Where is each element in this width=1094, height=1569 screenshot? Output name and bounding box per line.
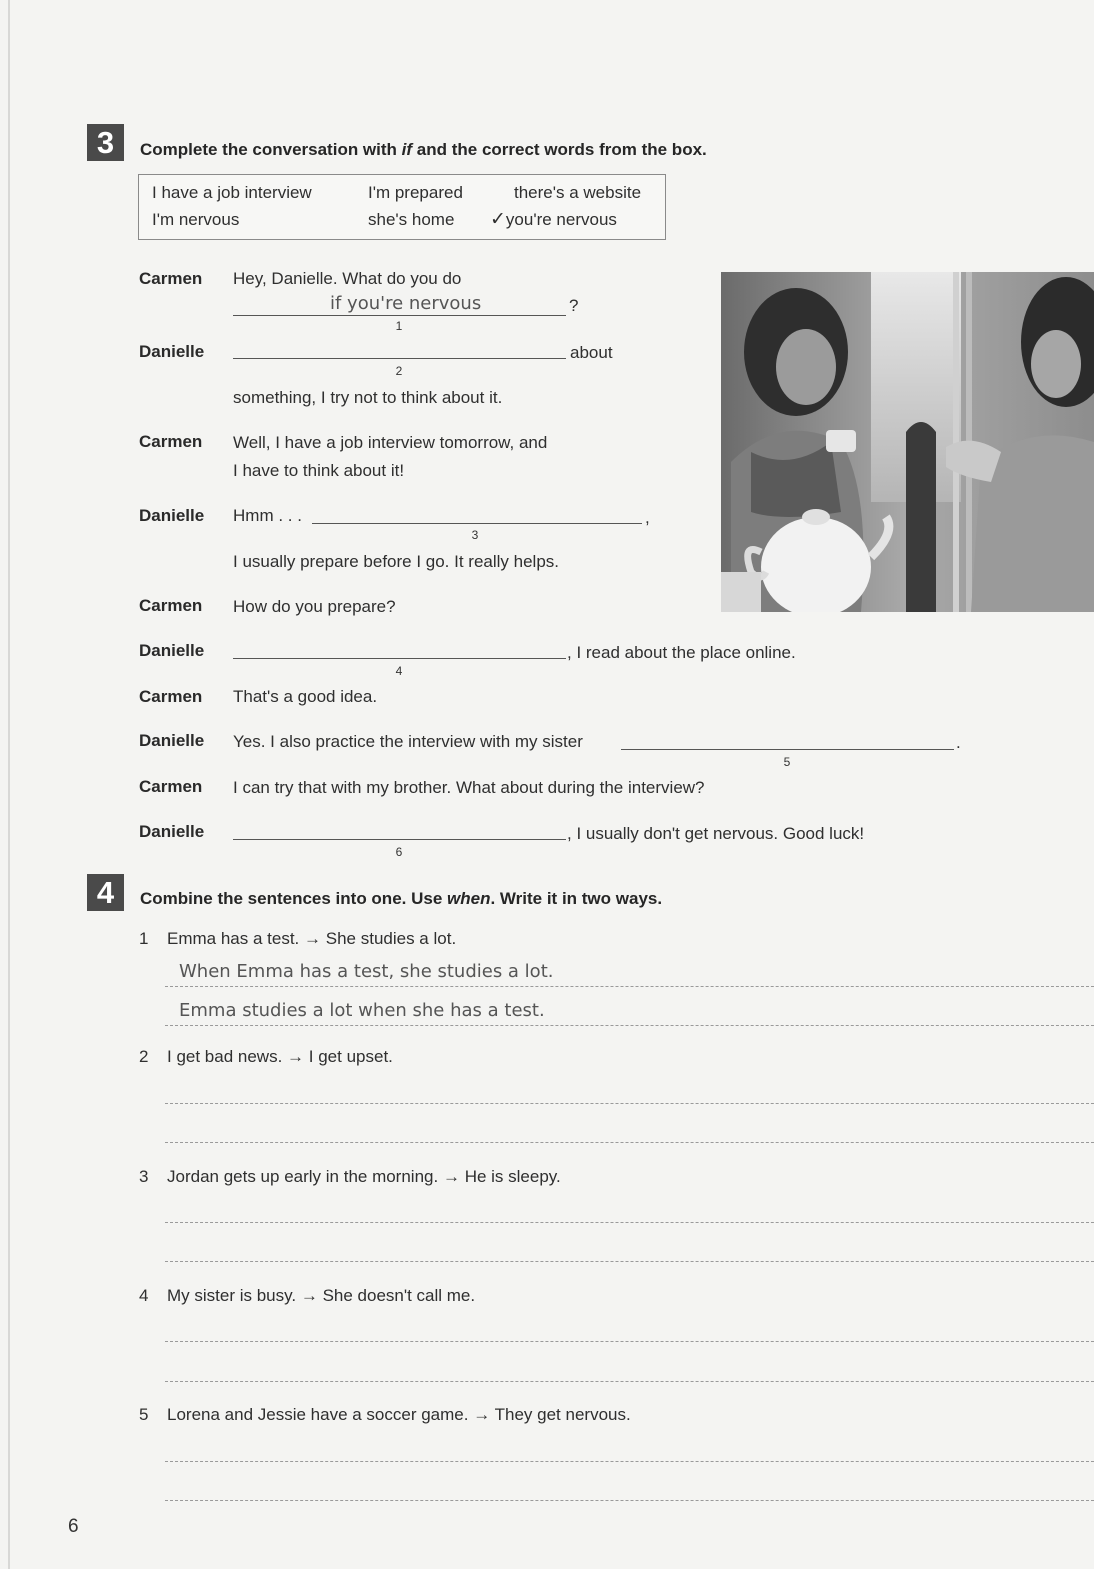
answer-blank-1[interactable] [233, 315, 566, 316]
page-edge [8, 0, 10, 1569]
speaker-name: Danielle [139, 731, 205, 750]
answer-line[interactable] [165, 1261, 1094, 1262]
exercise-item: 2 I get bad news. → I get upset. [139, 1047, 393, 1066]
speaker-name: Carmen [139, 269, 203, 288]
arrow-right-icon: → [304, 929, 322, 948]
answer-line[interactable] [165, 1500, 1094, 1501]
answer-line[interactable] [165, 986, 1094, 987]
dialogue-text: How do you prepare? [233, 597, 396, 616]
answer-line[interactable] [165, 1025, 1094, 1026]
exercise-3-instruction: Complete the conversation with if and the correct words from the box. [140, 140, 707, 159]
photo-two-women-tea [721, 272, 1094, 612]
answer-line[interactable] [165, 1222, 1094, 1223]
speaker-name: Carmen [139, 687, 203, 706]
page-number: 6 [68, 1516, 79, 1537]
arrow-right-icon: → [300, 1286, 318, 1305]
dialogue-text: , I usually don't get nervous. Good luck! [567, 824, 865, 843]
dialogue-text: Well, I have a job interview tomorrow, and [233, 433, 548, 452]
speaker-name: Danielle [139, 641, 205, 660]
arrow-right-icon: → [442, 1167, 460, 1186]
exercise-item: 1 Emma has a test. → She studies a lot. [139, 929, 457, 948]
exercise-3-number: 3 [87, 124, 124, 161]
blank-number: 5 [783, 755, 791, 769]
arrow-right-icon: → [287, 1047, 305, 1066]
blank-number: 4 [395, 664, 403, 678]
dialogue-punctuation: , [645, 508, 650, 527]
answer-blank-6[interactable] [233, 839, 566, 840]
answer-blank-4[interactable] [233, 658, 566, 659]
dialogue-text: something, I try not to think about it. [233, 388, 503, 407]
answer-blank-2[interactable] [233, 358, 566, 359]
word-box-item: I have a job interview [152, 183, 312, 202]
word-box [138, 174, 666, 240]
speaker-name: Danielle [139, 342, 205, 361]
word-box-item: I'm nervous [152, 210, 240, 229]
word-box-item: I'm prepared [368, 183, 463, 202]
blank-number: 1 [395, 319, 403, 333]
photo-illustration [721, 272, 1094, 612]
dialogue-text: I usually prepare before I go. It really helps. [233, 552, 560, 571]
answer-blank-5[interactable] [621, 749, 954, 750]
exercise-4-number: 4 [87, 874, 124, 911]
exercise-item: 5 Lorena and Jessie have a soccer game. → They get nervous. [139, 1405, 631, 1424]
speaker-name: Carmen [139, 596, 203, 615]
exercise-item: 3 Jordan gets up early in the morning. → He is sleepy. [139, 1167, 561, 1186]
answer-blank-3[interactable] [312, 523, 642, 524]
dialogue-text: That's a good idea. [233, 687, 378, 706]
handwritten-answer: When Emma has a test, she studies a lot. [179, 961, 554, 982]
dialogue-text: I have to think about it! [233, 461, 405, 480]
answer-line[interactable] [165, 1142, 1094, 1143]
check-mark-icon: ✓ [490, 209, 506, 230]
handwritten-answer: if you're nervous [330, 293, 482, 314]
dialogue-text: Yes. I also practice the interview with my sister [233, 732, 583, 751]
speaker-name: Danielle [139, 506, 205, 525]
dialogue-text: I can try that with my brother. What about during the interview? [233, 778, 705, 797]
exercise-4-instruction: Combine the sentences into one. Use when. Write it in two ways. [140, 889, 663, 908]
word-box-item: she's home [368, 210, 455, 229]
word-box-item-checked: ✓you're nervous [490, 209, 617, 230]
speaker-name: Carmen [139, 432, 203, 451]
answer-line[interactable] [165, 1103, 1094, 1104]
blank-number: 6 [395, 845, 403, 859]
speaker-name: Danielle [139, 822, 205, 841]
dialogue-text: Hmm . . . [233, 506, 302, 525]
dialogue-punctuation: . [956, 733, 961, 752]
arrow-right-icon: → [473, 1405, 491, 1424]
handwritten-answer: Emma studies a lot when she has a test. [179, 1000, 545, 1021]
blank-number: 2 [395, 364, 403, 378]
dialogue-text: Hey, Danielle. What do you do [233, 269, 462, 288]
dialogue-punctuation: ? [569, 296, 579, 315]
dialogue-text: about [570, 343, 613, 362]
blank-number: 3 [471, 528, 479, 542]
word-box-item: there's a website [514, 183, 642, 202]
answer-line[interactable] [165, 1341, 1094, 1342]
speaker-name: Carmen [139, 777, 203, 796]
dialogue-text: , I read about the place online. [567, 643, 796, 662]
exercise-item: 4 My sister is busy. → She doesn't call me. [139, 1286, 476, 1305]
answer-line[interactable] [165, 1461, 1094, 1462]
answer-line[interactable] [165, 1381, 1094, 1382]
